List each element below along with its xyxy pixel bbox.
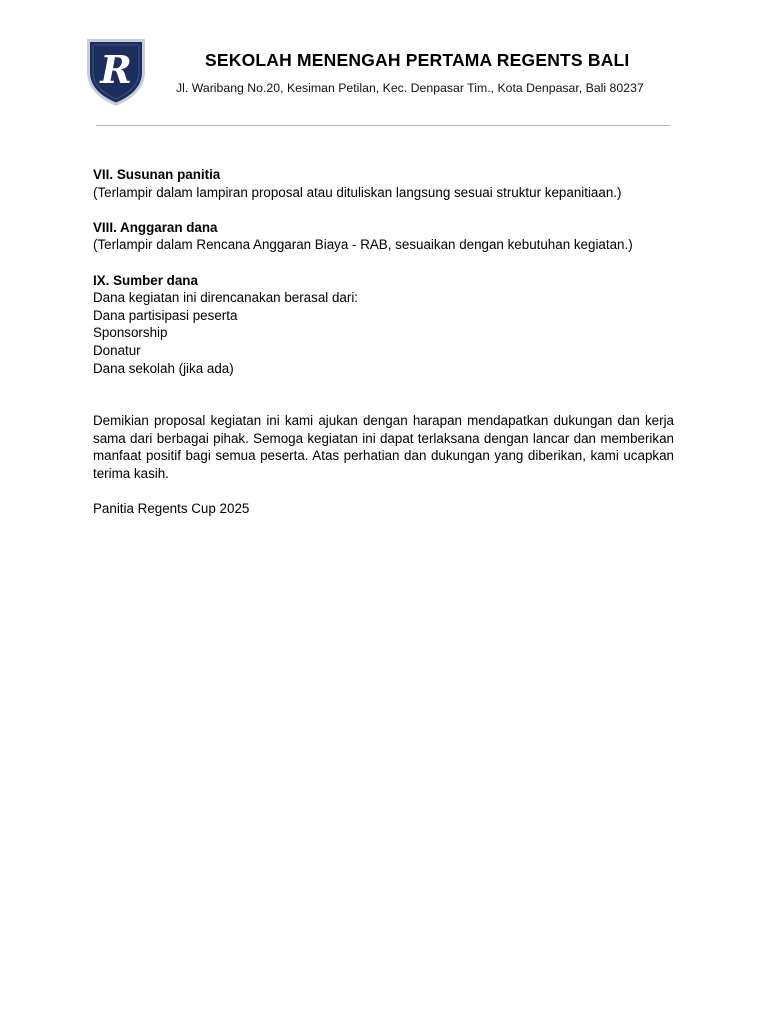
list-item: Donatur: [93, 342, 141, 358]
document-body: [93, 166, 674, 531]
section-intro: Dana kegiatan ini direncanakan berasal dari:: [93, 290, 359, 306]
section-funding: [93, 272, 674, 378]
section-text: (Terlampir dalam lampiran proposal atau dituliskan langsung sesuai struktur kepanitiaan.): [93, 184, 622, 200]
section-heading: IX. Sumber dana: [93, 272, 198, 288]
section-heading: VII. Susunan panitia: [93, 167, 221, 182]
section-text: (Terlampir dalam Rencana Anggaran Biaya - RAB, sesuaikan dengan kebutuhan kegiatan.): [93, 237, 633, 253]
school-crest-r-icon: [84, 36, 148, 108]
header-divider: [96, 125, 670, 126]
list-item: Sponsorship: [93, 325, 168, 341]
list-item: Dana partisipasi peserta: [93, 307, 238, 323]
school-address: Jl. Waribang No.20, Kesiman Petilan, Kec. Denpasar Tim., Kota Denpasar, Bali 80237: [176, 81, 644, 95]
closing-paragraph: Demikian proposal kegiatan ini kami ajukan dengan harapan mendapatkan dukungan dan kerja sama dari berbagai pihak. Semoga kegiatan ini dapat terlaksana dengan lancar dan memberikan manfaat positif bagi semua peserta. Atas perhatian dan dukungan yang diberikan, kami ucapkan terima kasih.: [93, 413, 674, 481]
section-committee: [93, 166, 674, 201]
letterhead: [84, 36, 684, 110]
section-heading: VIII. Anggaran dana: [93, 219, 218, 235]
list-item: Dana sekolah (jika ada): [93, 360, 234, 376]
section-budget: [93, 219, 674, 254]
signature-line: Panitia Regents Cup 2025: [93, 501, 250, 517]
crest-letter: R: [100, 47, 132, 92]
school-name: SEKOLAH MENENGAH PERTAMA REGENTS BALI: [205, 50, 630, 70]
